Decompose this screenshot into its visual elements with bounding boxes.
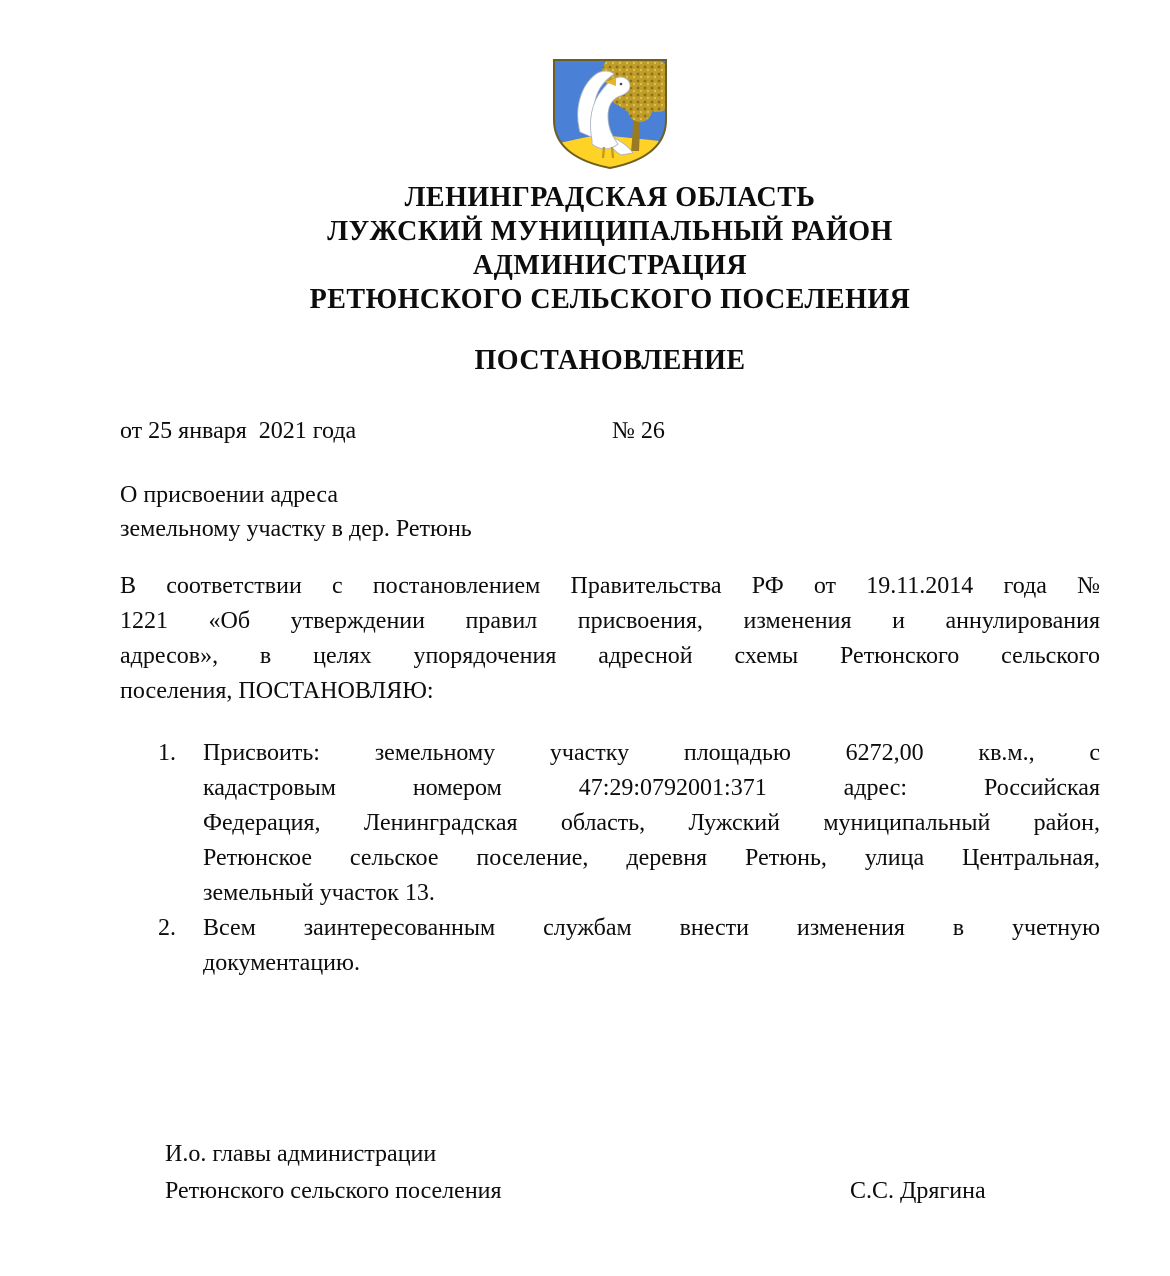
list-item-number: 2. [158, 915, 176, 941]
letterhead-region: ЛЕНИНГРАДСКАЯ ОБЛАСТЬ [404, 182, 816, 213]
resolution-items [158, 736, 1100, 981]
list-item-text: Присвоить: земельному участку площадью 6272,00 кв.м., с кадастровым номером 47:29:0792001:371 адрес: Российская Федерация, Ленинградская область, Лужский муниципальный район, Ретюнское сельское поселение, деревня Ретюнь, улица Центральная, земельный участок 13. [203, 740, 1100, 906]
list-item [158, 911, 1100, 981]
preamble-line: адресов», в целях упорядочения адресной схемы Ретюнского сельского [120, 643, 1100, 669]
date-number-line [120, 414, 1100, 449]
document-number: № 26 [612, 418, 665, 444]
signatory-position-line: И.о. главы администрации [165, 1141, 437, 1167]
preamble-line: В соответствии с постановлением Правительства РФ от 19.11.2014 года № [120, 573, 1100, 599]
coat-of-arms-icon [552, 58, 668, 171]
document-date: от 25 января 2021 года [120, 418, 357, 444]
letterhead-org-line1: АДМИНИСТРАЦИЯ [472, 250, 748, 281]
list-item-number: 1. [158, 740, 176, 766]
signature-block [165, 1136, 1100, 1210]
signatory-name: С.С. Дрягина [850, 1178, 986, 1204]
list-item [158, 736, 1100, 911]
coat-of-arms [552, 58, 668, 171]
document-subject [120, 478, 472, 546]
subject-line: О присвоении адреса [120, 482, 339, 508]
letterhead-district: ЛУЖСКИЙ МУНИЦИПАЛЬНЫЙ РАЙОН [327, 216, 893, 247]
signatory-position-line: Ретюнского сельского поселения [165, 1178, 502, 1204]
subject-line: земельному участку в дер. Ретюнь [120, 516, 472, 542]
emblem-bird-eye [620, 83, 623, 86]
preamble [120, 569, 1100, 709]
preamble-line: 1221 «Об утверждении правил присвоения, изменения и аннулирования [120, 608, 1100, 634]
list-item-text: Всем заинтересованным службам внести изменения в учетную документацию. [203, 915, 1100, 976]
document-type-title: ПОСТАНОВЛЕНИЕ [474, 345, 746, 376]
letterhead [120, 181, 1100, 317]
preamble-line: поселения, ПОСТАНОВЛЯЮ: [120, 678, 434, 704]
letterhead-org-line2: РЕТЮНСКОГО СЕЛЬСКОГО ПОСЕЛЕНИЯ [309, 284, 911, 315]
